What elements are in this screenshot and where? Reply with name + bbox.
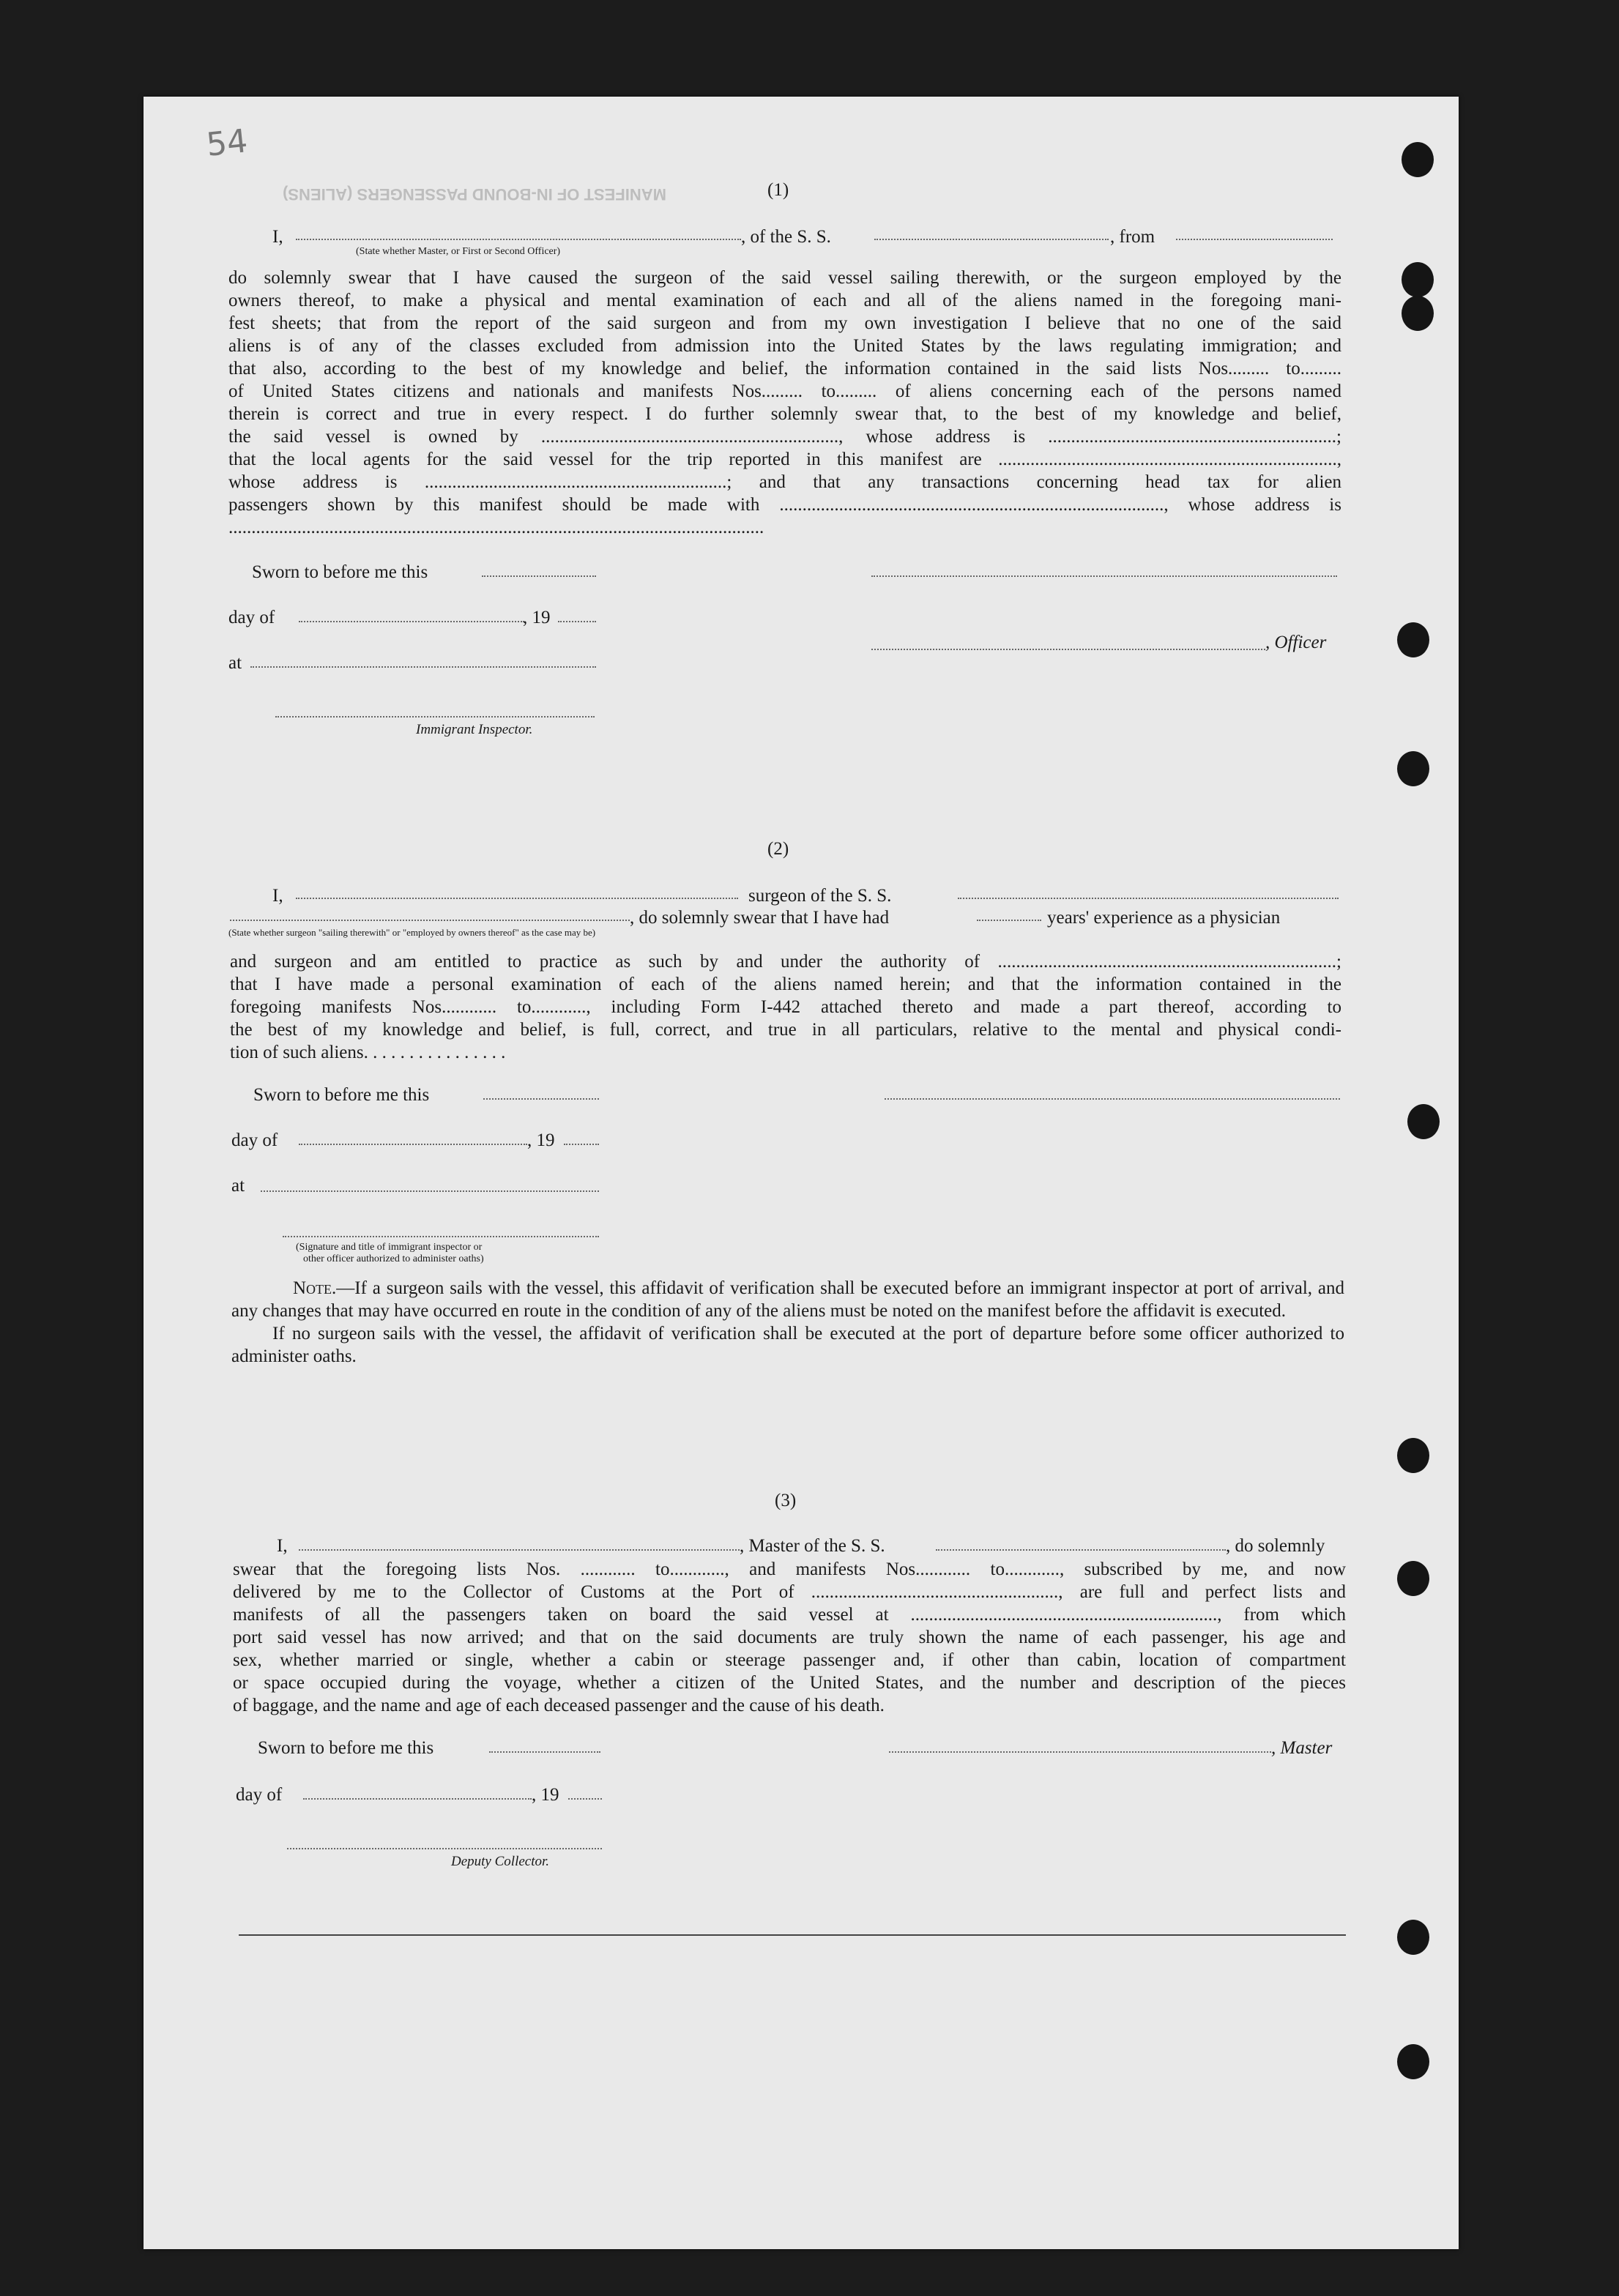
section-3-line: or space occupied during the voyage, whether a citizen of the United States, and the number and description of the pieces xyxy=(233,1673,1346,1693)
surgeon-signature-field[interactable] xyxy=(885,1098,1340,1100)
section-1-from-label: , from xyxy=(1110,227,1155,247)
section-1-line: whose address is ..................................................................; and that any transactions concerning head tax for alien xyxy=(228,472,1341,492)
section-3-master-label: , Master of the S. S. xyxy=(740,1536,885,1556)
note-paragraph-2: If no surgeon sails with the vessel, the affidavit of verification shall be executed at the port of departure before some officer authorized to administer oaths. xyxy=(231,1324,1344,1366)
punch-hole xyxy=(1397,1438,1429,1473)
section-2-sig-caption: (Signature and title of immigrant inspector or xyxy=(296,1242,483,1253)
master-signature-field[interactable] xyxy=(889,1751,1271,1753)
section-3-number: (3) xyxy=(775,1491,797,1510)
section-1-line: that also, according to the best of my knowledge and belief, the information contained in the said lists Nos......... to......... xyxy=(228,359,1341,379)
section-1-line: fest sheets; that from the report of the said surgeon and from my own investigation I believe that no one of the said xyxy=(228,313,1341,333)
section-1-line: aliens is of any of the classes excluded from admission into the United States by the laws regulating immigration; and xyxy=(228,336,1341,356)
section-1-line: passengers shown by this manifest should be made with ...................................................................................., whose address is xyxy=(228,495,1341,515)
section-1-final-line: ..................................................................................................................... xyxy=(228,518,764,537)
manifest-page xyxy=(144,97,1459,2249)
section-2-number: (2) xyxy=(767,839,789,859)
section-3-body xyxy=(233,1558,1346,1717)
surgeon-name-field[interactable] xyxy=(296,898,738,899)
section-3-month-field[interactable] xyxy=(303,1798,532,1800)
section-2-sworn-day-field[interactable] xyxy=(483,1098,599,1100)
bleed-through-text: MANIFEST OF IN-BOUND PASSENGERS (ALIENS) xyxy=(283,185,666,204)
section-1-month-field[interactable] xyxy=(299,621,524,622)
section-3-year: , 19 xyxy=(532,1785,559,1805)
section-1-number: (1) xyxy=(767,180,789,200)
note-text: —If a surgeon sails with the vessel, this affidavit of verification shall be executed before an immigrant inspector at port of arrival, and any changes that may have occurred en route in the condition of any of the aliens must be noted on the manifest before the affidavit is executed. xyxy=(231,1278,1344,1321)
section-2-i: I, xyxy=(272,886,283,906)
departure-port-field[interactable] xyxy=(1176,239,1333,240)
section-3-sworn: Sworn to before me this xyxy=(258,1738,434,1758)
section-2-swear: , do solemnly swear that I have had xyxy=(630,908,890,928)
section-3-line: sex, whether married or single, whether a cabin or steerage passenger and, if other than cabin, location of compartment xyxy=(233,1650,1346,1670)
section-1-year-field[interactable] xyxy=(558,621,596,622)
note-paragraph-1 xyxy=(231,1277,1344,1322)
section-3-final-line: of baggage, and the name and age of each deceased passenger and the cause of his death. xyxy=(233,1696,885,1715)
punch-hole xyxy=(1397,1920,1429,1955)
section-2-line: the best of my knowledge and belief, is full, correct, and true in all particulars, relative to the mental and physical condi- xyxy=(230,1020,1341,1040)
master-name-field[interactable] xyxy=(299,1549,740,1551)
section-2-year: , 19 xyxy=(527,1130,555,1150)
bottom-rule xyxy=(239,1934,1346,1936)
section-1-line: that the local agents for the said vessel for the trip reported in this manifest are .........................................................................., xyxy=(228,450,1341,469)
years-experience-field[interactable] xyxy=(977,920,1041,921)
section-1-year: , 19 xyxy=(523,608,551,627)
punch-hole xyxy=(1397,1561,1429,1596)
section-2-surgeon-label: surgeon of the S. S. xyxy=(748,886,892,906)
section-1-sworn-day-field[interactable] xyxy=(482,575,596,577)
section-1-i: I, xyxy=(272,227,283,247)
punch-hole xyxy=(1397,751,1429,786)
punch-hole xyxy=(1397,2044,1429,2079)
section-3-day-of: day of xyxy=(236,1785,283,1805)
section-1-line: the said vessel is owned by ................................................................., whose address is ...............................................................; xyxy=(228,427,1341,447)
section-2-caption: (State whether surgeon "sailing therewith" or "employed by owners thereof" as the case may be) xyxy=(228,927,596,938)
section-2-sig-caption: other officer authorized to administer oaths) xyxy=(303,1253,484,1264)
officer-rank-field[interactable] xyxy=(296,239,741,240)
section-3-line: swear that the foregoing lists Nos. ............ to............, and manifests Nos............ to............, subscribed by me, and now xyxy=(233,1559,1346,1579)
note-label: Note. xyxy=(293,1278,337,1298)
section-3-line: manifests of all the passengers taken on board the said vessel at ..................................................................., from which xyxy=(233,1605,1346,1625)
punch-hole xyxy=(1402,296,1434,331)
inspector-label: Immigrant Inspector. xyxy=(416,722,533,737)
section-3-year-field[interactable] xyxy=(568,1798,602,1800)
surgeon-capacity-field[interactable] xyxy=(230,920,630,921)
inspector-signature-field[interactable] xyxy=(275,716,595,718)
section-1-line: owners thereof, to make a physical and mental examination of each and all of the aliens named in the foregoing mani- xyxy=(228,291,1341,310)
section-2-line: and surgeon and am entitled to practice as such by and under the authority of ..........................................................................; xyxy=(230,952,1341,972)
handwritten-mark: 54 xyxy=(204,122,250,164)
section-2-at: at xyxy=(231,1176,245,1196)
officer-signature-field[interactable] xyxy=(871,649,1265,650)
deputy-signature-field[interactable] xyxy=(287,1848,602,1849)
section-3-i: I, xyxy=(277,1536,288,1556)
section-2-at-field[interactable] xyxy=(261,1190,599,1192)
ship-name-field[interactable] xyxy=(874,239,1109,240)
punch-hole xyxy=(1402,142,1434,177)
punch-hole xyxy=(1402,262,1434,297)
section-1-signature-field[interactable] xyxy=(871,575,1337,577)
section-2-final-line: tion of such aliens. . . . . . . . . . . . . . . . xyxy=(230,1043,506,1062)
section-2-sworn: Sworn to before me this xyxy=(253,1085,430,1105)
note-block xyxy=(231,1277,1344,1368)
section-2-years-label: years' experience as a physician xyxy=(1047,908,1281,928)
section-1-day-of: day of xyxy=(228,608,275,627)
section-2-officer-signature-field[interactable] xyxy=(283,1236,599,1237)
section-2-line: foregoing manifests Nos............ to............, including Form I-442 attached thereto and made a part thereof, according to xyxy=(230,997,1341,1017)
section-2-year-field[interactable] xyxy=(564,1144,599,1145)
section-1-body xyxy=(228,266,1341,539)
deputy-label: Deputy Collector. xyxy=(451,1854,550,1869)
section-1-at: at xyxy=(228,653,242,673)
section-3-ship-field[interactable] xyxy=(936,1549,1226,1551)
section-1-caption: (State whether Master, or First or Second Officer) xyxy=(356,246,561,257)
punch-hole xyxy=(1397,622,1429,657)
section-3-line: port said vessel has now arrived; and that on the said documents are truly shown the name of each passenger, his age and xyxy=(233,1628,1346,1647)
section-1-sworn: Sworn to before me this xyxy=(252,562,428,582)
punch-hole xyxy=(1407,1104,1440,1139)
section-2-day-of: day of xyxy=(231,1130,278,1150)
section-1-line: do solemnly swear that I have caused the surgeon of the said vessel sailing therewith, or the surgeon employed by the xyxy=(228,268,1341,288)
section-1-line: of United States citizens and nationals and manifests Nos......... to......... of aliens concerning each of the persons named xyxy=(228,381,1341,401)
section-2-ship-field[interactable] xyxy=(958,898,1339,899)
section-1-ss-label: , of the S. S. xyxy=(741,227,831,247)
section-2-month-field[interactable] xyxy=(299,1144,527,1145)
master-label: , Master xyxy=(1271,1738,1333,1758)
section-3-line: delivered by me to the Collector of Customs at the Port of ......................................................, are full and perfect lists and xyxy=(233,1582,1346,1602)
section-3-solemnly: , do solemnly xyxy=(1226,1536,1325,1556)
section-3-sworn-day-field[interactable] xyxy=(489,1751,600,1753)
officer-label: , Officer xyxy=(1265,633,1327,652)
section-1-at-field[interactable] xyxy=(250,666,596,668)
section-2-line: that I have made a personal examination of each of the aliens named herein; and that the information contained in the xyxy=(230,974,1341,994)
section-1-line: therein is correct and true in every respect. I do further solemnly swear that, to the best of my knowledge and belief, xyxy=(228,404,1341,424)
section-2-body xyxy=(230,950,1341,1064)
